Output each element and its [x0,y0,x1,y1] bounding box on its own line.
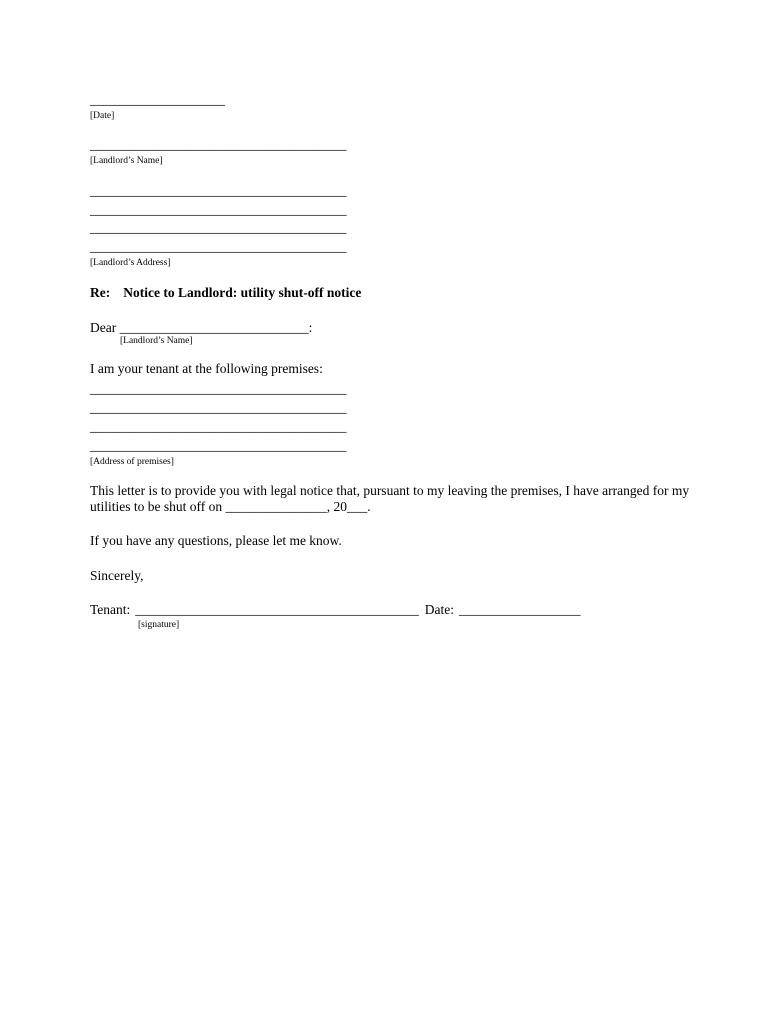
questions-line: If you have any questions, please let me know. [90,532,342,548]
subject-line [90,285,690,301]
premises-intro: I am your tenant at the following premises: [90,360,323,376]
landlord-address-blank-line: ______________________________________ [90,220,347,236]
signature-block [90,602,690,631]
subject-title: Notice to Landlord: utility shut-off notice [123,284,362,300]
premises-blank-line: ______________________________________ [90,399,347,415]
landlord-address-label: [Landlord’s Address] [90,258,171,269]
landlord-address-block [90,183,690,270]
salutation-sub-label: [Landlord’s Name] [120,335,193,346]
salutation-block [90,320,690,347]
date-label: [Date] [90,110,115,121]
signature-date-blank-line: __________________ [459,601,581,617]
body-paragraph: This letter is to provide you with legal notice that, pursuant to my leaving the premises, I have arranged for my utilities to be shut off on _______________, 20___. [90,482,690,514]
premises-block [90,361,690,468]
landlord-name-block [90,137,690,167]
signature-label: [signature] [138,619,180,630]
tenant-label: Tenant: [90,601,131,617]
premises-label: [Address of premises] [90,456,174,467]
tenant-signature-blank-line: __________________________________________ [135,601,419,617]
landlord-address-blank-line: ______________________________________ [90,201,347,217]
premises-blank-line: ______________________________________ [90,418,347,434]
landlord-address-blank-line: ______________________________________ [90,182,347,198]
closing-line: Sincerely, [90,567,144,583]
date-block [90,92,690,122]
signature-row [90,602,690,618]
landlord-address-blank-line: ______________________________________ [90,239,347,255]
date-blank-line: ____________________ [90,92,225,107]
landlord-name-blank-line: ______________________________________ [90,137,347,153]
subject-prefix: Re: [90,284,111,300]
premises-blank-line: ______________________________________ [90,437,347,453]
landlord-name-label: [Landlord’s Name] [90,156,163,167]
salutation-text: Dear ____________________________: [90,319,313,335]
premises-blank-line: ______________________________________ [90,380,347,396]
signature-date-label: Date: [424,601,455,617]
